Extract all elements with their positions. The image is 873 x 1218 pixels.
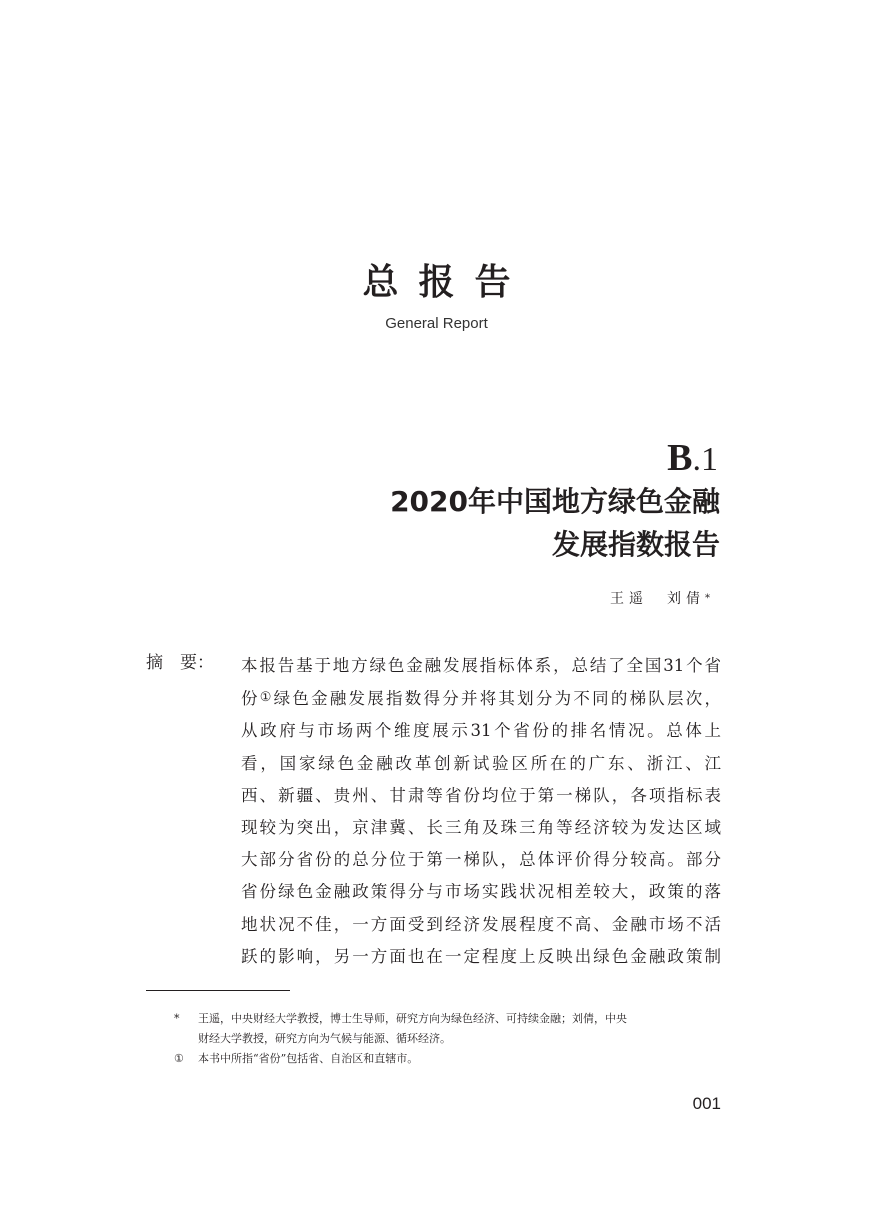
footnote-line: 财经大学教授，研究方向为气候与能源、循环经济。 bbox=[198, 1032, 451, 1045]
abstract-line: 西、新疆、贵州、甘肃等省份均位于第一梯队，各项指标表 bbox=[241, 785, 721, 805]
abstract-line: 大部分省份的总分位于第一梯队，总体评价得分较高。部分 bbox=[241, 850, 721, 870]
abstract-line: 现较为突出，京津冀、长三角及珠三角等经济较为发达区域 bbox=[241, 818, 721, 838]
section-title: 总报告 bbox=[362, 262, 531, 303]
footnotes bbox=[174, 1009, 722, 1069]
abstract-line: 从政府与市场两个维度展示31个省份的排名情况。总体上 bbox=[241, 721, 721, 741]
footnote-divider bbox=[146, 990, 290, 991]
chapter-title-line: 2020年中国地方绿色金融 bbox=[390, 485, 720, 518]
abstract-line: 省份绿色金融政策得分与市场实践状况相差较大，政策的落 bbox=[241, 882, 721, 902]
abstract-line-prefix: 份 bbox=[241, 689, 260, 709]
abstract-line-rest: 绿色金融发展指数得分并将其划分为不同的梯队层次， bbox=[273, 689, 721, 709]
chapter-number-letter: B bbox=[667, 437, 693, 479]
chapter-number-suffix: .1 bbox=[692, 441, 718, 478]
author-footnote-mark: * bbox=[705, 593, 710, 604]
section-subtitle: General Report bbox=[385, 315, 488, 332]
footnote bbox=[174, 1049, 722, 1069]
footnote bbox=[174, 1009, 722, 1049]
abstract-line: 跃的影响，另一方面也在一定程度上反映出绿色金融政策制 bbox=[241, 946, 721, 966]
chapter-title bbox=[390, 480, 720, 566]
abstract-line: 看，国家绿色金融改革创新试验区所在的广东、浙江、江 bbox=[241, 753, 721, 773]
footnote-mark: * bbox=[174, 1012, 180, 1025]
abstract-body bbox=[241, 650, 721, 973]
abstract-line: 地状况不佳，一方面受到经济发展程度不高、金融市场不活 bbox=[241, 914, 721, 934]
footnote-ref-mark: ① bbox=[259, 690, 274, 706]
page-number: 001 bbox=[692, 1094, 721, 1113]
abstract-line: 本报告基于地方绿色金融发展指标体系，总结了全国31个省 bbox=[241, 656, 721, 675]
abstract-line bbox=[241, 682, 721, 715]
authors bbox=[610, 589, 710, 609]
chapter-title-line: 发展指数报告 bbox=[551, 528, 720, 561]
abstract-label: 摘 要： bbox=[146, 653, 214, 673]
footnote-line: 本书中所指“省份”包括省、自治区和直辖市。 bbox=[198, 1052, 419, 1065]
footnote-mark: ① bbox=[174, 1052, 184, 1065]
author-names: 王遥 刘倩 bbox=[610, 591, 705, 607]
footnote-line: 王遥，中央财经大学教授，博士生导师，研究方向为绿色经济、可持续金融；刘倩，中央 bbox=[198, 1012, 627, 1025]
